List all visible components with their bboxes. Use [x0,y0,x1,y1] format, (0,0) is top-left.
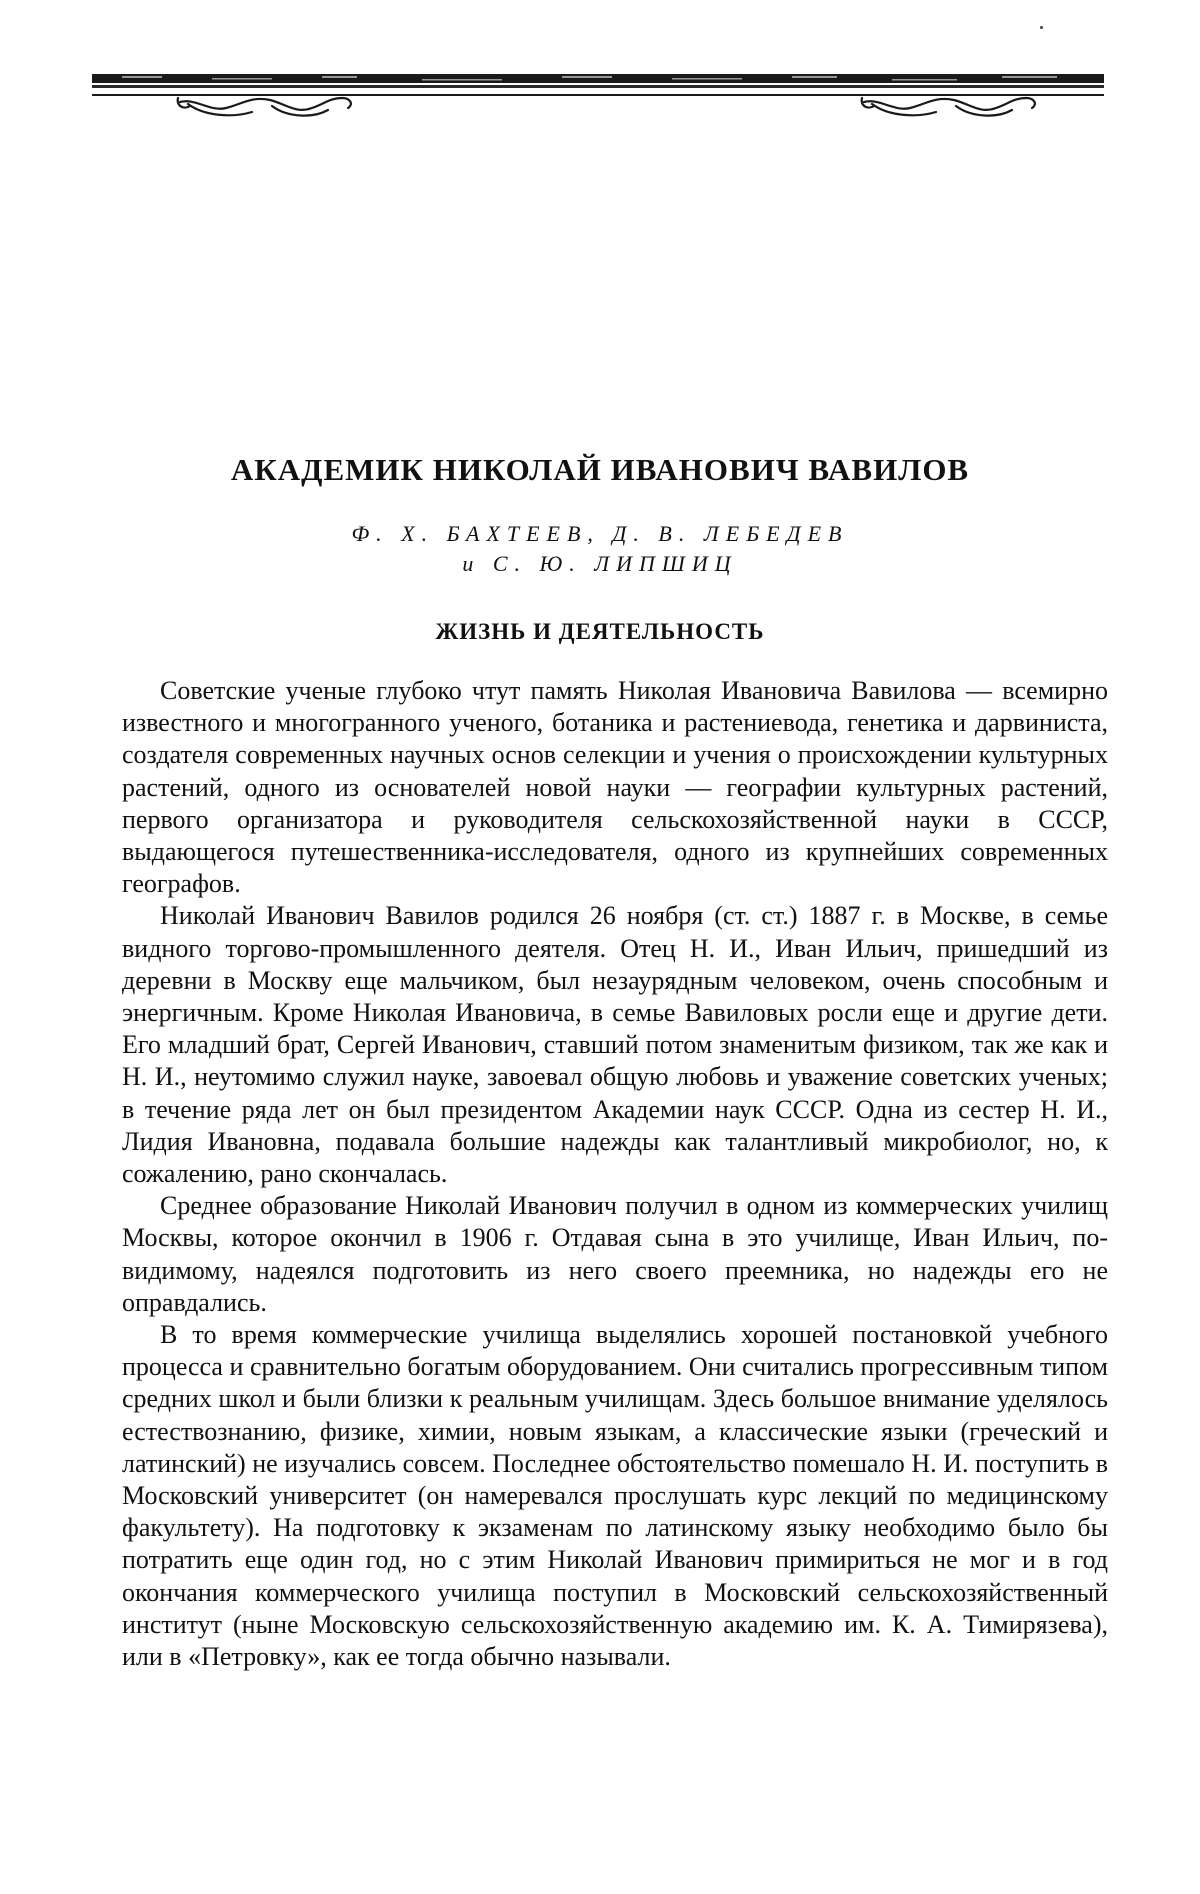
page-speck [1040,26,1043,29]
article-body [122,675,1108,1673]
section-title: ЖИЗНЬ И ДЕЯТЕЛЬНОСТЬ [0,619,1200,645]
authors-line-1: Ф. Х. БАХТЕЕВ, Д. В. ЛЕБЕДЕВ [0,521,1200,547]
authors-line-2: и С. Ю. ЛИПШИЦ [0,551,1200,577]
article-title: АКАДЕМИК НИКОЛАЙ ИВАНОВИЧ ВАВИЛОВ [0,452,1200,488]
book-page [0,0,1200,1894]
paragraph: В то время коммерческие училища выделялись хорошей постановкой учебного процесса и сравнительно богатым оборудованием. Они считались прогрессивным типом средних школ и были близки к реальным училищам. Здесь большое внимание уделялось естествознанию, физике, химии, новым языкам, а классические языки (греческий и латинский) не изучались совсем. Последнее обстоятельство помешало Н. И. поступить в Московский университет (он намеревался прослушать курс лекций по медицинскому факультету). На подготовку к экзаменам по латинскому языку необходимо было бы потратить еще один год, но с этим Николай Иванович примириться не мог и в год окончания коммерческого училища поступил в Московский сельскохозяйственный институт (ныне Московскую сельскохозяйственную академию им. К. А. Тимирязева), или в «Петровку», как ее тогда обычно называли. [122,1319,1108,1673]
paragraph: Среднее образование Николай Иванович получил в одном из коммерческих училищ Москвы, которое окончил в 1906 г. Отдавая сына в это училище, Иван Ильич, по-видимому, надеялся подготовить из него своего преемника, но надежды его не оправдались. [122,1190,1108,1319]
paragraph: Советские ученые глубоко чтут память Николая Ивановича Вавилова — всемирно известного и многогранного ученого, ботаника и растениевода, генетика и дарвиниста, создателя современных научных основ селекции и учения о происхождении культурных растений, одного из основателей новой науки — географии культурных растений, первого организатора и руководителя сельскохозяйственной науки в СССР, выдающегося путешественника-исследователя, одного из крупнейших современных географов. [122,675,1108,900]
paragraph: Николай Иванович Вавилов родился 26 ноября (ст. ст.) 1887 г. в Москве, в семье видного торгово-промышленного деятеля. Отец Н. И., Иван Ильич, пришедший из деревни в Москву еще мальчиком, был незаурядным человеком, очень способным и энергичным. Кроме Николая Ивановича, в семье Вавиловых росли еще и другие дети. Его младший брат, Сергей Иванович, ставший потом знаменитым физиком, так же как и Н. И., неутомимо служил науке, завоевал общую любовь и уважение советских ученых; в течение ряда лет он был президентом Академии наук СССР. Одна из сестер Н. И., Лидия Ивановна, подавала большие надежды как талантливый микробиолог, но, к сожалению, рано скончалась. [122,900,1108,1190]
header-ornament [92,74,1104,130]
